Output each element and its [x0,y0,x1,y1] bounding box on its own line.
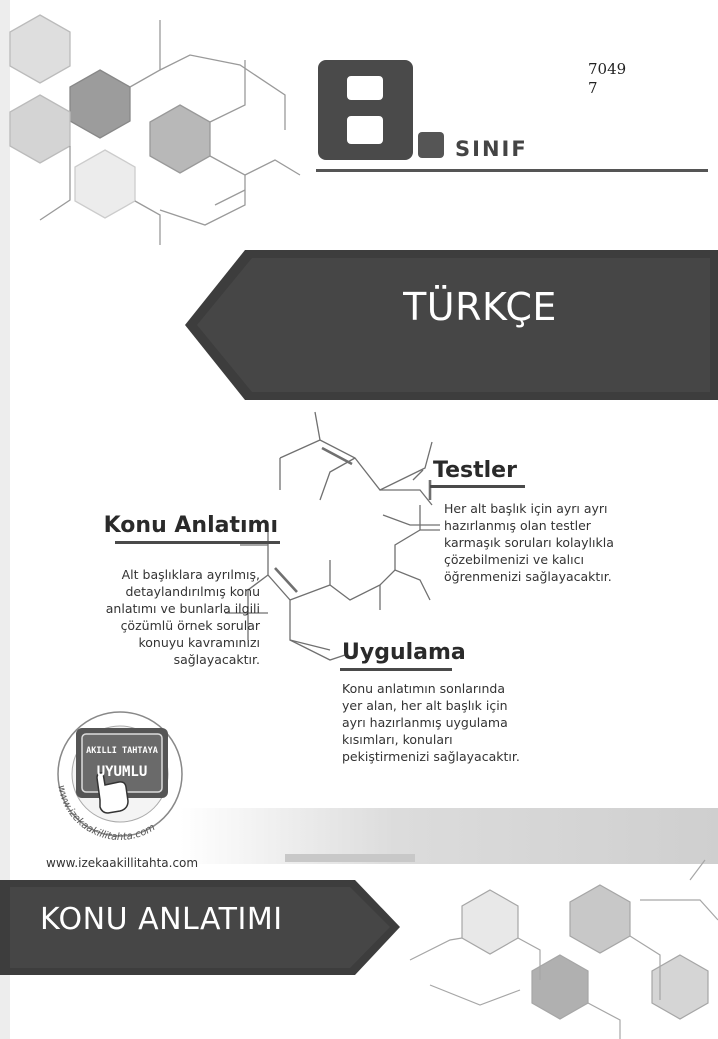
code-line-2: 7 [588,79,598,97]
uygulama-line: kısımları, konuları [342,732,453,747]
badge-line-2: UYUMLU [96,764,148,780]
testler-line: çözebilmenizi ve kalıcı [444,552,584,567]
grade-label: SINIF [455,137,528,161]
testler-line: Her alt başlık için ayrı ayrı [444,501,608,516]
code-line-1: 7049 [588,60,627,78]
uygulama-line: pekiştirmenizi sağlayacaktır. [342,749,520,764]
footer-title: KONU ANLATIMI [40,902,283,937]
testler-line: öğrenmenizi sağlayacaktır. [444,569,612,584]
subject-title: TÜRKÇE [403,285,557,329]
testler-line: karmaşık soruları kolaylıkla [444,535,614,550]
uygulama-heading: Uygulama [342,640,466,665]
badge-ring-path: www.izekaakillitahta.com [55,784,158,843]
konu-line: detaylandırılmış konu [125,584,260,599]
website-link[interactable]: www.izekaakillitahta.com [46,856,199,870]
uygulama-line: Konu anlatımın sonlarında [342,681,506,696]
konu-line: Alt başlıklara ayrılmış, [121,567,260,582]
konu-line: konuyu kavramınızı [138,635,260,650]
konu-heading: Konu Anlatımı [103,513,278,538]
badge-ring-text [55,784,157,843]
testler-heading: Testler [433,458,517,483]
grade-number: 8 [364,140,366,141]
konu-line: çözümlü örnek sorular [120,618,260,633]
badge-line-1: AKILLI TAHTAYA [86,746,158,756]
testler-line: hazırlanmış olan testler [444,518,591,533]
konu-line: anlatımı ve bunlarla ilgili [105,601,260,616]
uygulama-line: yer alan, her alt başlık için [342,698,508,713]
konu-line: sağlayacaktır. [173,652,260,667]
uygulama-line: ayrı hazırlanmış uygulama [342,715,508,730]
